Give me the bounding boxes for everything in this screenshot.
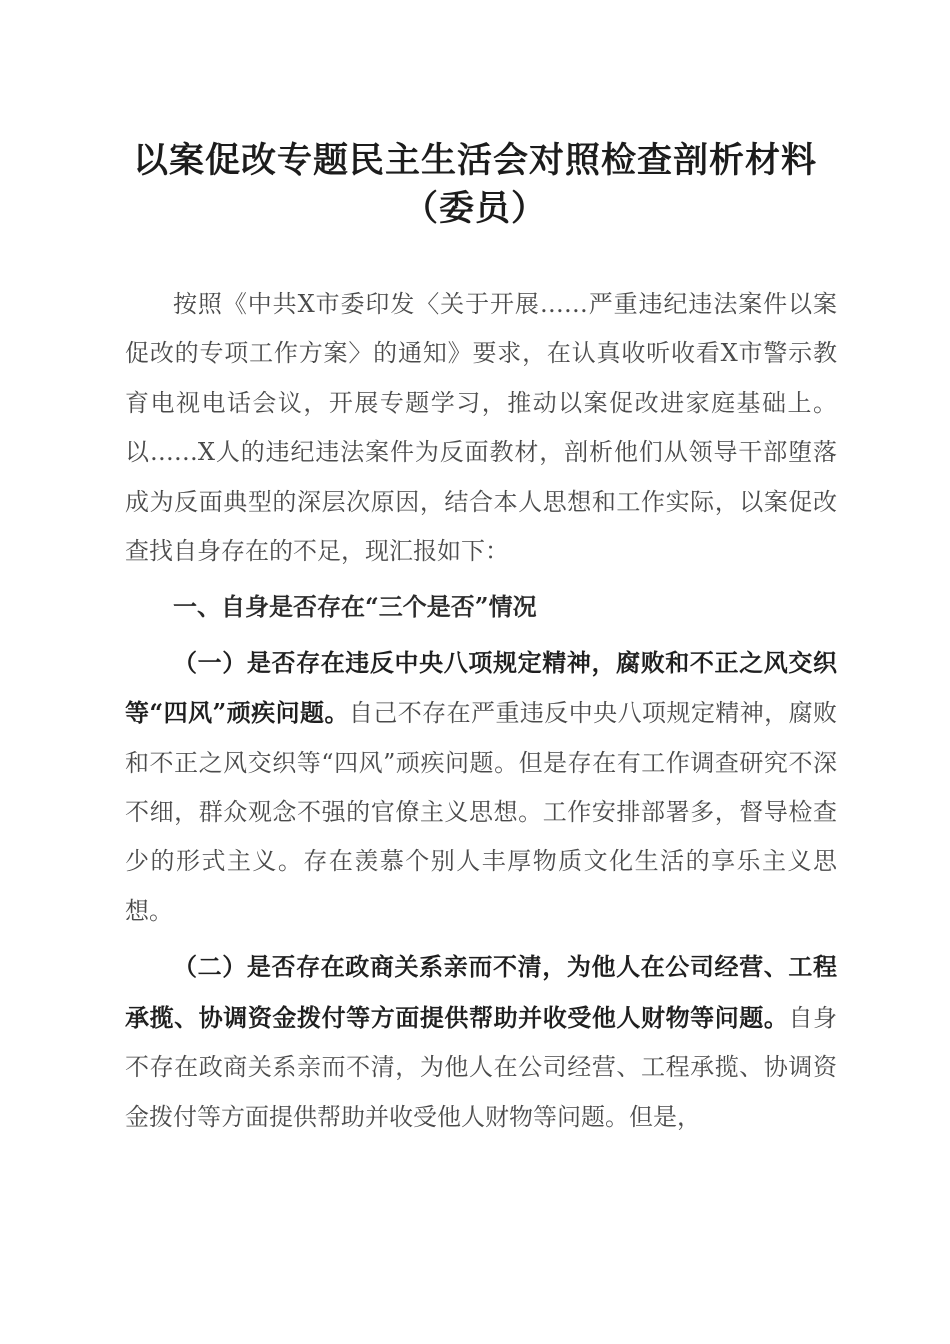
item-1-paragraph [125, 638, 837, 936]
item-1-text: 自己不存在严重违反中央八项规定精神，腐败和不正之风交织等“四风”顽疾问题。但是存在有工作调查研究不深不细，群众观念不强的官僚主义思想。工作安排部署多，督导检查少的形式主义。存在羡慕个别人丰厚物质文化生活的享乐主义思想。 [125, 699, 838, 925]
item-2-lead: （二）是否存在政商关系亲而不清，为他人在公司经营、工程承揽、协调资金拨付等方面提供帮助并收受他人财物等问题。 [125, 952, 837, 1032]
item-1-lead: （一）是否存在违反中央八项规定精神，腐败和不正之风交织等“四风”顽疾问题。 [125, 647, 837, 728]
document-body [125, 280, 837, 1142]
item-2-paragraph [125, 942, 837, 1142]
item-2-text: 自身不存在政商关系亲而不清，为他人在公司经营、工程承揽、协调资金拨付等方面提供帮助并收受他人财物等问题。但是， [125, 1003, 838, 1131]
section-heading-1: 一、自身是否存在“三个是否”情况 [173, 592, 537, 622]
document-title: 以案促改专题民主生活会对照检查剖析材料 [132, 140, 817, 181]
document-subtitle: （委员） [402, 188, 547, 229]
intro-paragraph: 按照《中共X市委印发〈关于开展……严重违纪违法案件以案促改的专项工作方案〉的通知》要求，在认真收听收看X市警示教育电视电话会议，开展专题学习，推动以案促改进家庭基础上。以……X人的违纪违法案件为反面教材，剖析他们从领导干部堕落成为反面典型的深层次原因，结合本人思想和工作实际，以案促改查找自身存在的不足，现汇报如下： [125, 290, 837, 566]
